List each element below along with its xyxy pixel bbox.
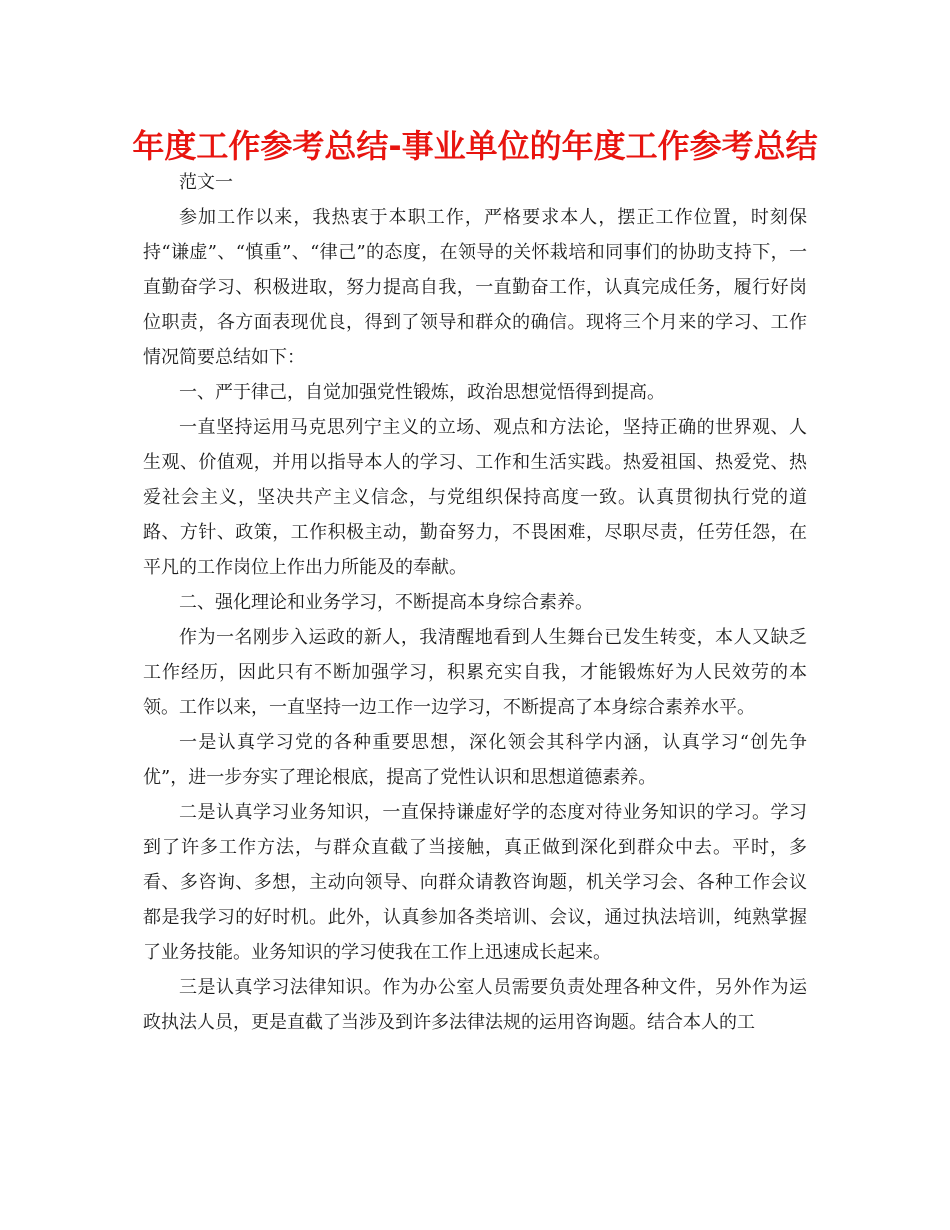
paragraph: 作为一名刚步入运政的新人，我清醒地看到人生舞台已发生转变，本人又缺乏工作经历，因此只有不断加强学习，积累充实自我，才能锻炼好为人民效劳的本领。工作以来，一直坚持一边工作一边学习，不断提高了本身综合素养水平。 <box>143 627 807 718</box>
paragraph: 范文一 <box>179 172 233 193</box>
paragraph: 二是认真学习业务知识，一直保持谦虚好学的态度对待业务知识的学习。学习到了许多工作方法，与群众直截了当接触，真正做到深化到群众中去。平时，多看、多咨询、多想，主动向领导、向群众请教咨询题，机关学习会、各种工作会议都是我学习的好时机。此外，认真参加各类培训、会议，通过执法培训，纯熟掌握了业务技能。业务知识的学习使我在工作上迅速成长起来。 <box>143 802 807 963</box>
paragraph: 三是认真学习法律知识。作为办公室人员需要负责处理各种文件，另外作为运政执法人员，更是直截了当涉及到许多法律法规的运用咨询题。结合本人的工 <box>143 977 807 1033</box>
paragraph: 一、严于律己，自觉加强党性锻炼，政治思想觉悟得到提高。 <box>179 382 665 403</box>
document-title: 年度工作参考总结-事业单位的年度工作参考总结 <box>132 127 818 165</box>
paragraph: 参加工作以来，我热衷于本职工作，严格要求本人，摆正工作位置，时刻保持“谦虚”、“慎重”、“律己”的态度，在领导的关怀栽培和同事们的协助支持下，一直勤奋学习、积极进取，努力提高自我，一直勤奋工作，认真完成任务，履行好岗位职责，各方面表现优良，得到了领导和群众的确信。现将三个月来的学习、工作情况简要总结如下： <box>143 207 807 368</box>
document-body <box>143 165 807 1040</box>
paragraph: 一直坚持运用马克思列宁主义的立场、观点和方法论，坚持正确的世界观、人生观、价值观，并用以指导本人的学习、工作和生活实践。热爱祖国、热爱党、热爱社会主义，坚决共产主义信念，与党组织保持高度一致。认真贯彻执行党的道路、方针、政策，工作积极主动，勤奋努力，不畏困难，尽职尽责，任劳任怨，在平凡的工作岗位上作出力所能及的奉献。 <box>143 417 807 578</box>
paragraph: 一是认真学习党的各种重要思想，深化领会其科学内涵，认真学习“创先争优”，进一步夯实了理论根底，提高了党性认识和思想道德素养。 <box>143 732 807 788</box>
paragraph: 二、强化理论和业务学习，不断提高本身综合素养。 <box>179 592 593 613</box>
